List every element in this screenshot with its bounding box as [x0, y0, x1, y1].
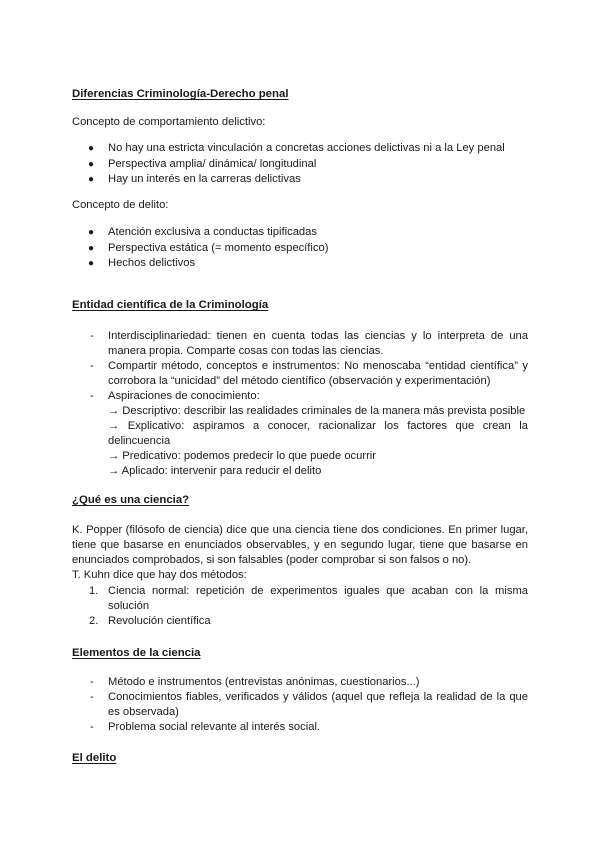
- concept1-list: [72, 141, 505, 188]
- bullet-icon: ●: [88, 143, 95, 154]
- kuhn-methods-list: [72, 584, 528, 629]
- list-item: 1. Ciencia normal: repetición de experimentos iguales que acaban con la misma solución: [89, 585, 528, 612]
- dash-marker: -: [90, 330, 94, 342]
- concept2-label: Concepto de delito:: [72, 199, 169, 211]
- list-item: - Interdisciplinariedad: tienen en cuenta todas las ciencias y lo interpreta de una manera propia. Comparte cosas con todas las ciencias.: [90, 330, 528, 357]
- section-heading-ciencia: ¿Qué es una ciencia?: [72, 494, 190, 506]
- list-item: - Aspiraciones de conocimiento: → Descriptivo: describir las realidades criminales de la manera más prevista posible → Explicativo: aspiramos a conocer, racionalizar los factores que crean la delincuencia → Predicativo: podemos predecir lo que puede ocurrir → Aplicado: intervenir para reducir el delito: [90, 390, 528, 477]
- entidad-list: [72, 329, 528, 479]
- list-item: - Conocimientos fiables, verificados y válidos (aquel que refleja la realidad de la que es observada): [90, 691, 528, 718]
- bullet-icon: ●: [88, 242, 95, 254]
- list-item: - Problema social relevante al interés social.: [90, 721, 321, 733]
- section-heading-diferencias: Diferencias Criminología-Derecho penal: [72, 88, 289, 100]
- aspiration-descriptivo: → Descriptivo: describir las realidades criminales de la manera más prevista posible: [108, 405, 526, 417]
- list-item: - Compartir método, conceptos e instrumentos: No menoscaba “entidad científica” y corrobora la “unicidad” del método científico (observación y experimentación): [90, 360, 528, 387]
- concept1-label: Concepto de comportamiento delictivo:: [72, 116, 266, 128]
- bullet-icon: ●: [88, 258, 95, 269]
- list-item: ● Perspectiva amplia/ dinámica/ longitudinal: [72, 157, 505, 173]
- dash-marker: -: [90, 676, 94, 688]
- aspiration-aplicado: → Aplicado: intervenir para reducir el delito: [108, 465, 322, 477]
- section-heading-entidad: Entidad científica de la Criminología: [72, 299, 269, 311]
- dash-marker: -: [90, 691, 94, 703]
- aspiration-predicativo: → Predicativo: podemos predecir lo que puede ocurrir: [108, 450, 377, 462]
- dash-marker: -: [90, 390, 94, 402]
- aspiration-explicativo: → Explicativo: aspiramos a conocer, racionalizar los factores que crean la delincuencia: [108, 420, 528, 447]
- popper-paragraph: [72, 523, 528, 583]
- section-heading-delito: El delito: [72, 752, 117, 764]
- bullet-icon: ●: [88, 174, 95, 185]
- list-item: ● Hechos delictivos: [72, 256, 328, 272]
- section-heading-elementos: Elementos de la ciencia: [72, 647, 201, 659]
- popper-text: K. Popper (filósofo de ciencia) dice que una ciencia tiene dos condiciones. En primer lugar, tiene que basarse en enunciados observables, y en segundo lugar, tiene que basarse en enunciados comprobados, si son falsables (poder comprobar si son falsos o no).: [72, 524, 528, 566]
- elementos-list: [72, 675, 528, 735]
- dash-marker: -: [90, 721, 94, 733]
- list-item: ● No hay una estricta vinculación a concretas acciones delictivas ni a la Ley penal: [72, 141, 505, 157]
- bullet-icon: ●: [88, 227, 95, 238]
- concept2-list: [72, 225, 328, 272]
- dash-marker: -: [90, 360, 94, 372]
- list-item: 2. Revolución científica: [89, 615, 211, 627]
- list-item: ● Atención exclusiva a conductas tipificadas: [72, 225, 328, 241]
- bullet-icon: ●: [88, 158, 95, 170]
- list-item: - Método e instrumentos (entrevistas anónimas, cuestionarios...): [90, 676, 420, 688]
- kuhn-text: T. Kuhn dice que hay dos métodos:: [72, 569, 247, 581]
- list-item: ● Hay un interés en la carreras delictivas: [72, 172, 505, 188]
- list-item: ● Perspectiva estática (= momento específico): [72, 241, 328, 257]
